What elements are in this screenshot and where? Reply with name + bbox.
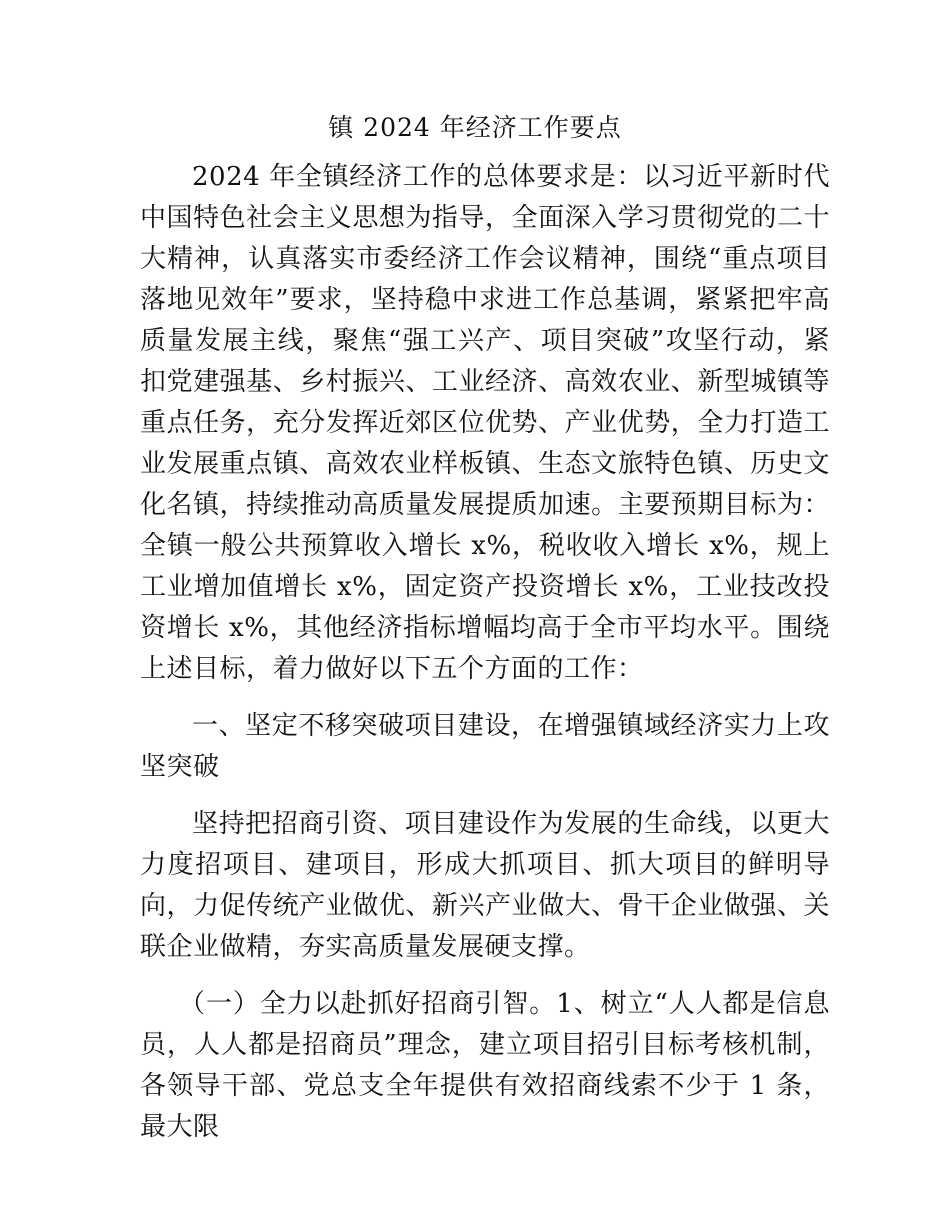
paragraph-section-1-intro: 坚持把招商引资、项目建设作为发展的生命线，以更大力度招项目、建项目，形成大抓项目、抓大项目的鲜明导向，力促传统产业做优、新兴产业做大、骨干企业做强、关联企业做精，夯实高质量发展硬支撑。 — [140, 809, 830, 962]
document-body — [140, 157, 830, 1148]
paragraph-subsection-1: （一）全力以赴抓好招商引智。1、树立“人人都是信息员，人人都是招商员”理念，建立项目招引目标考核机制，各领导干部、党总支全年提供有效招商线索不少于 1 条，最大限 — [140, 989, 830, 1142]
section-heading-1: 一、坚定不移突破项目建设，在增强镇域经济实力上攻坚突破 — [140, 711, 830, 782]
document-title: 镇 2024 年经济工作要点 — [328, 113, 622, 142]
paragraph-overview: 2024 年全镇经济工作的总体要求是：以习近平新时代中国特色社会主义思想为指导，全面深入学习贯彻党的二十大精神，认真落实市委经济工作会议精神，围绕“重点项目落地见效年”要求，坚持稳中求进工作总基调，紧紧把牢高质量发展主线，聚焦“强工兴产、项目突破”攻坚行动，紧扣党建强基、乡村振兴、工业经济、高效农业、新型城镇等重点任务，充分发挥近郊区位优势、产业优势，全力打造工业发展重点镇、高效农业样板镇、生态文旅特色镇、历史文化名镇，持续推动高质量发展提质加速。主要预期目标为：全镇一般公共预算收入增长 x%，税收收入增长 x%，规上工业增加值增长 x%，固定资产投资增长 x%，工业技改投资增长 x%，其他经济指标增幅均高于全市平均水平。围绕上述目标，着力做好以下五个方面的工作： — [140, 162, 830, 684]
